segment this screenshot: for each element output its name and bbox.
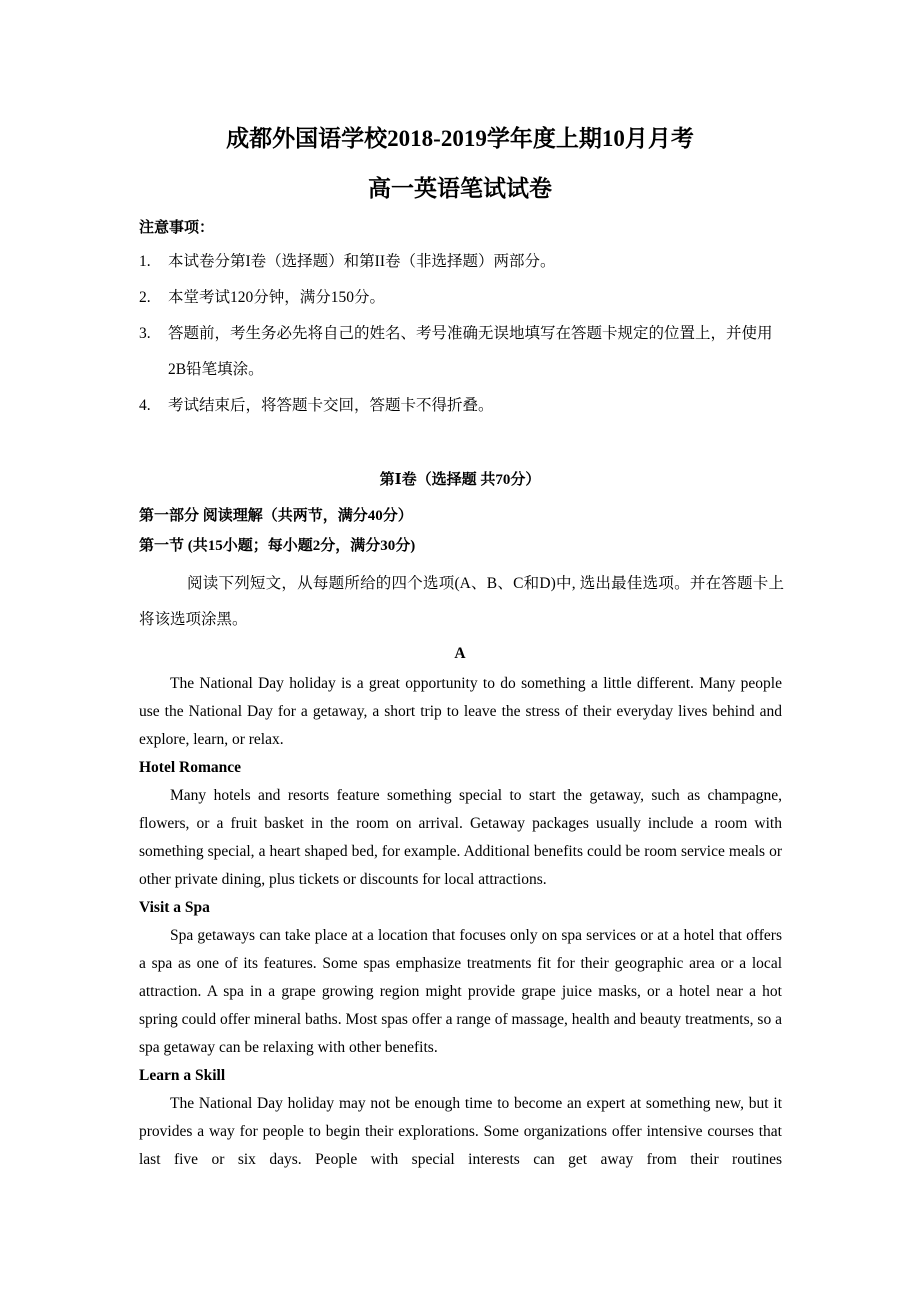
note-number: 2. [139, 289, 151, 306]
section-title-hotel-romance: Hotel Romance [139, 759, 242, 776]
section-text-hotel-romance: Many hotels and resorts feature something special to start the getaway, such as champagne, flowers, or a fruit basket in the room on arrival. Getaway packages usually include a room with something special, a heart shaped bed, for example. Additional benefits could be room service meals or other private dining, plus tickets or discounts for local attractions. [139, 787, 782, 888]
note-number: 3. [139, 325, 151, 342]
note-number: 4. [139, 397, 151, 414]
passage-label: A [454, 645, 466, 662]
note-item [139, 388, 784, 424]
note-number: 1. [139, 253, 151, 270]
section-text-learn-a-skill: The National Day holiday may not be enough time to become an expert at something new, but it provides a way for people to begin their explorations. Some organizations offer intensive courses that last five or six days. People with special interests can get away from their routines [139, 1095, 782, 1168]
note-text: 本试卷分第I卷（选择题）和第II卷（非选择题）两部分。 [168, 253, 556, 270]
instruction-text: 阅读下列短文，从每题所给的四个选项(A、B、C和D)中, 选出最佳选项。并在答题卡上将该选项涂黑。 [139, 575, 784, 628]
section-text-visit-a-spa: Spa getaways can take place at a location that focuses only on spa services or at a hotel that offers a spa as one of its features. Some spas emphasize treatments fit for their geographic area or a local attraction. A spa in a grape growing region might provide grape juice masks, or a hotel near a hot spring could offer mineral baths. Most spas offer a range of massage, health and beauty treatments, so a spa getaway can be relaxing with other benefits. [139, 927, 782, 1056]
note-item [139, 244, 784, 280]
note-text: 本堂考试120分钟，满分150分。 [168, 289, 386, 306]
notes-heading: 注意事项： [139, 220, 215, 236]
passage-intro: The National Day holiday is a great opportunity to do something a little different. Many people use the National Day for a getaway, a short trip to leave the stress of their everyday lives behind and explore, learn, or relax. [139, 675, 782, 748]
section-heading: 第Ⅰ卷（选择题 共70分） [379, 472, 541, 488]
note-text: 考试结束后，将答题卡交回，答题卡不得折叠。 [168, 397, 494, 414]
section-title-visit-a-spa: Visit a Spa [139, 899, 210, 916]
exam-title: 成都外国语学校2018-2019学年度上期10月月考 [226, 126, 694, 151]
exam-subtitle: 高一英语笔试试卷 [368, 176, 552, 201]
note-text: 答题前，考生务必先将自己的姓名、考号准确无误地填写在答题卡规定的位置上，并使用2B铅笔填涂。 [168, 325, 773, 378]
note-item [139, 280, 784, 316]
note-item [139, 316, 784, 388]
sub-heading: 第一节 (共15小题；每小题2分，满分30分) [139, 538, 416, 554]
part-heading: 第一部分 阅读理解（共两节，满分40分） [139, 508, 413, 524]
section-title-learn-a-skill: Learn a Skill [139, 1067, 226, 1084]
